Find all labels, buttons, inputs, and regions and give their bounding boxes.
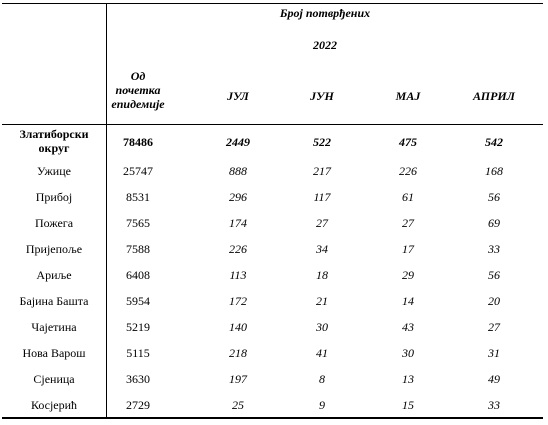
table-row (2, 263, 543, 287)
table-row (2, 185, 543, 209)
col-head-jun: ЈУН (310, 89, 334, 103)
jul-cases: 296 (229, 190, 247, 204)
april-cases: 33 (488, 242, 500, 256)
table-row (2, 159, 543, 183)
table-row (2, 211, 543, 235)
jun-cases: 34 (316, 242, 328, 256)
jun-cases: 27 (316, 216, 328, 230)
jun-cases: 9 (319, 398, 325, 412)
super-title: Број потврђених (279, 6, 371, 20)
municipality-name: Бајина Башта (19, 294, 89, 308)
april-cases: 168 (485, 164, 503, 178)
municipality-name: Нова Варош (22, 346, 86, 360)
total-cases: 5219 (126, 320, 150, 334)
jun-cases: 41 (316, 346, 328, 360)
april-cases: 56 (488, 268, 500, 282)
total-cases: 7588 (126, 242, 150, 256)
table-row (2, 289, 543, 313)
jun-cases: 117 (313, 190, 331, 204)
summary-name-line1: Златиборски (19, 127, 89, 141)
maj-cases: 15 (402, 398, 414, 412)
jul-cases: 218 (229, 346, 247, 360)
jul-cases: 113 (229, 268, 247, 282)
total-cases: 3630 (126, 372, 150, 386)
total-cases: 25747 (123, 164, 153, 178)
col-head-maj: МАЈ (395, 89, 421, 103)
col-head-total (106, 69, 170, 111)
municipality-name: Прибој (35, 190, 73, 204)
jul-cases: 888 (229, 164, 247, 178)
municipality-name: Ужице (37, 164, 71, 178)
summary-row (2, 125, 543, 159)
jul-cases: 172 (229, 294, 247, 308)
total-cases: 2729 (126, 398, 150, 412)
municipality-name: Ариље (36, 268, 72, 282)
jun-cases: 30 (316, 320, 328, 334)
summary-jun: 522 (313, 135, 331, 149)
summary-total: 78486 (123, 135, 153, 149)
maj-cases: 29 (402, 268, 414, 282)
april-cases: 56 (488, 190, 500, 204)
maj-cases: 43 (402, 320, 414, 334)
jul-cases: 140 (229, 320, 247, 334)
covid-cases-table (2, 3, 543, 417)
total-cases: 6408 (126, 268, 150, 282)
jun-cases: 21 (316, 294, 328, 308)
municipality-name: Пожега (34, 216, 74, 230)
total-cases: 8531 (126, 190, 150, 204)
april-cases: 69 (488, 216, 500, 230)
total-cases: 5115 (126, 346, 150, 360)
municipality-name: Чајетина (31, 320, 77, 334)
jun-cases: 18 (316, 268, 328, 282)
summary-april: 542 (485, 135, 503, 149)
jul-cases: 226 (229, 242, 247, 256)
year-label: 2022 (313, 38, 337, 52)
jul-cases: 174 (229, 216, 247, 230)
maj-cases: 27 (402, 216, 414, 230)
col-head-jul: ЈУЛ (227, 89, 249, 103)
jul-cases: 197 (229, 372, 247, 386)
table-row (2, 393, 543, 417)
maj-cases: 14 (402, 294, 414, 308)
table-row (2, 341, 543, 365)
april-cases: 27 (488, 320, 500, 334)
maj-cases: 226 (399, 164, 417, 178)
col-head-total-line1: Од (130, 69, 146, 83)
summary-jul: 2449 (226, 135, 250, 149)
table-row (2, 367, 543, 391)
col-head-total-line2: почетка (115, 83, 161, 97)
total-cases: 5954 (126, 294, 150, 308)
municipality-name: Сјеница (33, 372, 75, 386)
table-row (2, 237, 543, 261)
april-cases: 33 (488, 398, 500, 412)
jun-cases: 8 (319, 372, 325, 386)
table-header (107, 3, 543, 125)
municipality-name: Косјерић (30, 398, 78, 412)
jun-cases: 217 (313, 164, 331, 178)
jul-cases: 25 (232, 398, 244, 412)
total-cases: 7565 (126, 216, 150, 230)
april-cases: 49 (488, 372, 500, 386)
summary-name-line2: округ (38, 141, 70, 155)
col-head-april: АПРИЛ (473, 89, 515, 103)
april-cases: 31 (488, 346, 500, 360)
maj-cases: 30 (402, 346, 414, 360)
bottom-rule (2, 417, 543, 419)
maj-cases: 17 (402, 242, 414, 256)
maj-cases: 61 (402, 190, 414, 204)
col-head-total-line3: епидемије (111, 97, 165, 111)
maj-cases: 13 (402, 372, 414, 386)
municipality-name: Пријепоље (25, 242, 83, 256)
table-row (2, 315, 543, 339)
april-cases: 20 (488, 294, 500, 308)
summary-name (2, 125, 106, 159)
summary-maj: 475 (399, 135, 417, 149)
